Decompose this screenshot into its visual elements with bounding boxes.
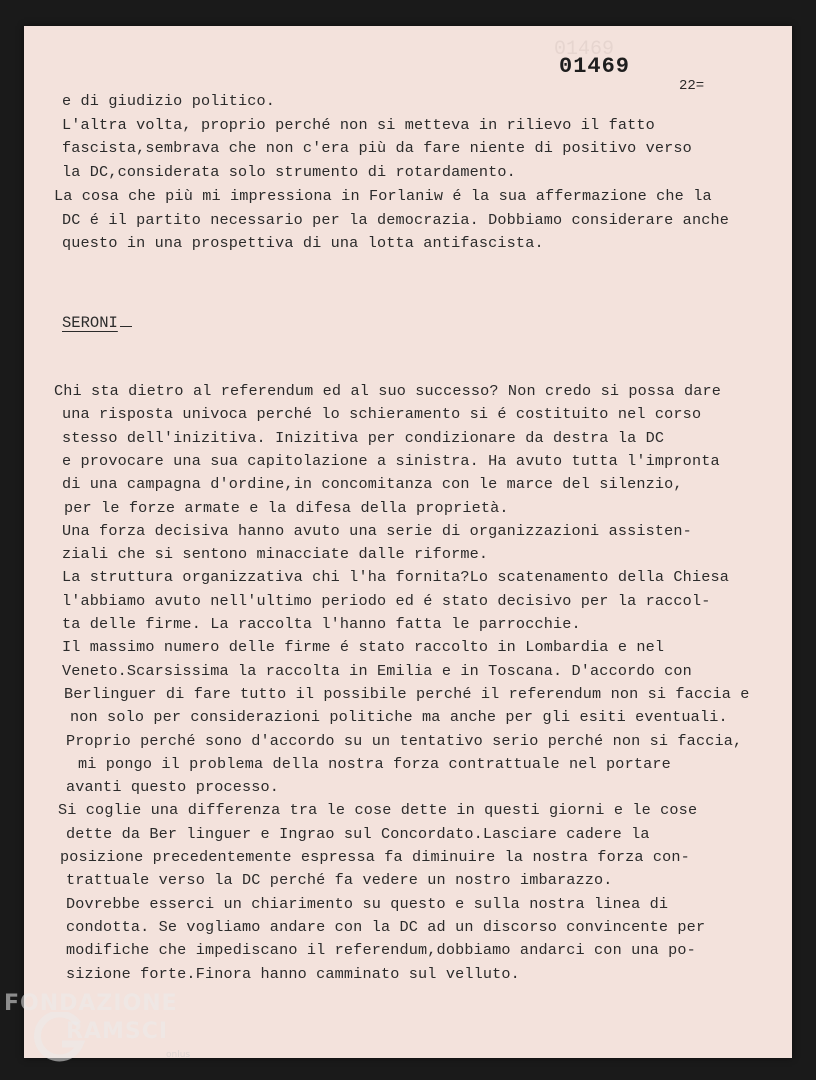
document-page bbox=[24, 26, 792, 1058]
speaker-heading: SERONI bbox=[62, 314, 132, 332]
watermark-suffix: onlus bbox=[166, 1050, 191, 1060]
text-line: ta delle firme. La raccolta l'hanno fatta le parrocchie. bbox=[62, 615, 581, 633]
text-line: la DC,considerata solo strumento di rotardamento. bbox=[62, 163, 516, 182]
watermark-logo bbox=[4, 990, 191, 1060]
text-line: una risposta univoca perché lo schieramento si é costituito nel corso bbox=[62, 405, 702, 424]
text-line: Una forza decisiva hanno avuto una serie di organizzazioni assisten- bbox=[62, 521, 692, 540]
text-line: per le forze armate e la difesa della proprietà. bbox=[64, 498, 509, 517]
text-line: sizione forte.Finora hanno camminato sul velluto. bbox=[66, 964, 520, 983]
text-line: Berlinguer di fare tutto il possibile perché il referendum non si faccia e bbox=[64, 684, 750, 703]
text-line: fascista,sembrava che non c'era più da fare niente di positivo verso bbox=[62, 139, 692, 158]
page-marker: 22= bbox=[679, 78, 705, 94]
document-number: 01469 bbox=[559, 54, 631, 79]
text-line: condotta. Se vogliamo andare con la DC ad un discorso convincente per bbox=[66, 917, 706, 936]
text-line: DC é il partito necessario per la democrazia. Dobbiamo considerare anche bbox=[62, 210, 730, 229]
bleed-through-number: 01469 bbox=[554, 38, 615, 61]
text-line: dette da Ber linguer e Ingrao sul Concordato.Lasciare cadere la bbox=[66, 824, 650, 843]
text-line: Veneto.Scarsissima la raccolta in Emilia e in Toscana. D'accordo con bbox=[62, 661, 692, 680]
text-line: La cosa che più mi impressiona in Forlaniw é la sua affermazione che la bbox=[54, 186, 712, 205]
text-line: ziali che si sentono minacciate dalle riforme. bbox=[62, 545, 489, 564]
watermark-g-icon bbox=[34, 1012, 86, 1064]
text-line: l'abbiamo avuto nell'ultimo periodo ed é stato decisivo per la raccol- bbox=[62, 591, 711, 610]
text-line: questo in una prospettiva di una lotta antifascista. bbox=[62, 234, 544, 253]
text-line: trattuale verso la DC perché fa vedere un nostro imbarazzo. bbox=[66, 871, 613, 890]
text-line: e provocare una sua capitolazione a sinistra. Ha avuto tutta l'impronta bbox=[62, 451, 720, 470]
watermark-line2: RAMSCI bbox=[66, 1019, 169, 1044]
text-line: La struttura organizzativa chi l'ha fornita?Lo scatenamento della Chiesa bbox=[62, 568, 730, 587]
text-line: Dovrebbe esserci un chiarimento su questo e sulla nostra linea di bbox=[66, 894, 669, 913]
text-line: avanti questo processo. bbox=[66, 778, 280, 797]
text-line: L'altra volta, proprio perché non si metteva in rilievo il fatto bbox=[62, 115, 655, 134]
text-line: Si coglie una differenza tra le cose dette in questi giorni e le cose bbox=[58, 801, 698, 820]
text-line: Proprio perché sono d'accordo su un tentativo serio perché non si faccia, bbox=[66, 731, 743, 750]
text-line: modifiche che impediscano il referendum,dobbiamo andarci con una po- bbox=[66, 941, 696, 960]
text-line: posizione precedentemente espressa fa diminuire la nostra forza con- bbox=[60, 848, 690, 866]
watermark-line1: FONDAZIONE bbox=[4, 991, 178, 1016]
text-line: non solo per considerazioni politiche ma anche per gli esiti eventuali. bbox=[70, 708, 728, 727]
text-line: e di giudizio politico. bbox=[62, 92, 276, 110]
text-line: mi pongo il problema della nostra forza contrattuale nel portare bbox=[78, 754, 671, 773]
text-line: di una campagna d'ordine,in concomitanza con le marce del silenzio, bbox=[62, 475, 683, 494]
text-line: Il massimo numero delle firme é stato raccolto in Lombardia e nel bbox=[62, 638, 665, 657]
text-line: stesso dell'inizitiva. Inizitiva per condizionare da destra la DC bbox=[62, 428, 665, 447]
text-line: Chi sta dietro al referendum ed al suo successo? Non credo si possa dare bbox=[54, 382, 722, 400]
